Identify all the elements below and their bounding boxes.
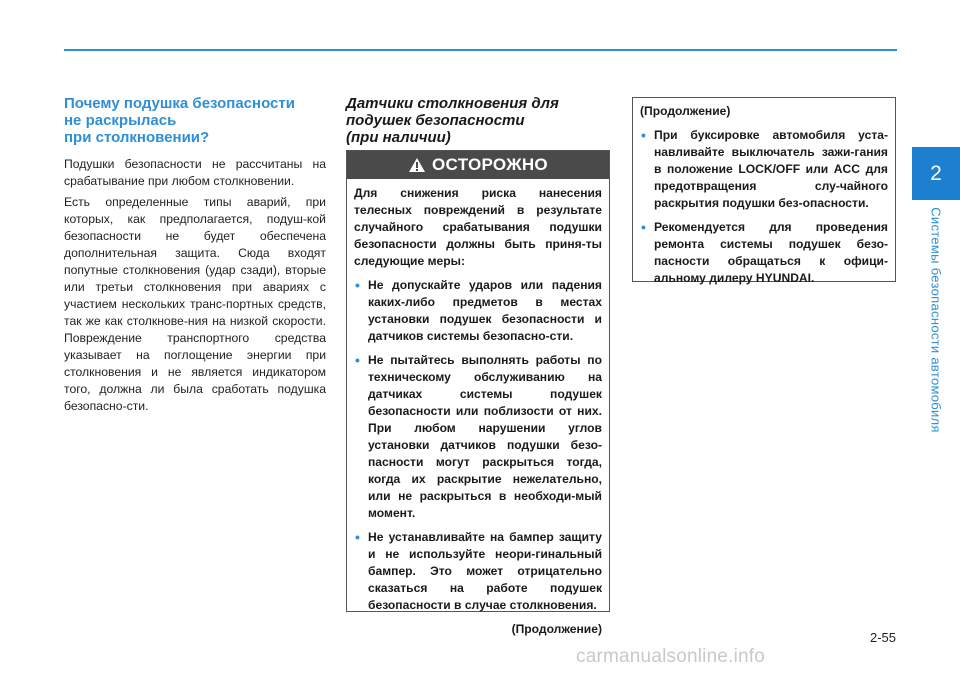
warning-bullet: [354, 277, 602, 345]
continued-label: (Продолжение): [511, 622, 602, 636]
chapter-number: 2: [930, 161, 942, 185]
bullet-dot-icon: •: [355, 352, 360, 368]
section-heading: [64, 95, 326, 146]
paragraph-1: Подушки безопасности не рассчитаны на срабатывание при любом столкновении.: [64, 157, 326, 188]
continued-bullet: [640, 219, 888, 287]
chapter-title: Системы безопасности автомобиля: [928, 207, 944, 433]
warning-bullet: [354, 529, 602, 614]
heading-line-2: не раскрылась: [64, 112, 177, 129]
watermark: carmanualsonline.info: [576, 646, 766, 667]
warning-triangle-icon: [408, 157, 426, 173]
continued-bullet-text: Рекомендуется для проведения ремонта системы подушек безо-пасности обращаться к офици-альному дилеру HYUNDAI.: [654, 220, 888, 285]
warning-bullet-text: Не устанавливайте на бампер защиту и не используйте неори-гинальный бампер. Это может отрицательно сказаться на работе подушек безопасности в случае столкновения.: [368, 530, 602, 612]
continued-heading: (Продолжение): [640, 104, 731, 118]
warning-bullet-text: Не пытайтесь выполнять работы по техническому обслуживанию на датчиках системы подушек безопасности или поблизости от них. При любом нарушении углов установки датчиков подушки безо-пасности могут раскрыться тогда, когда их раскрытие нежелательно, или не раскрыться в необходи-мый момент.: [368, 353, 602, 520]
continued-bullet: [640, 127, 888, 212]
continued-content: [633, 98, 895, 287]
paragraph-2: Есть определенные типы аварий, при которых, как предполагается, подуш-кой безопасности не будет обеспечена дополнительная защита. Сюда входят попутные столкновения (удар сзади), вторые или третьи столкновения при авариях с участием нескольких транс-портных средств, так же как столкнове-ния на низкой скорости. Повреждение транспортного средства указывает на поглощение энергии при столкновения и не является индикатором того, должна ли была сработать подушка безопасно-сти.: [64, 195, 326, 413]
sensor-heading-line-3: (при наличии): [346, 129, 451, 146]
warning-bullet-text: Не допускайте ударов или падения каких-либо предметов в местах установки подушек безопасности и датчиков системы безопасно-сти.: [368, 278, 602, 343]
warning-box: [346, 150, 610, 636]
left-column: [64, 95, 326, 419]
top-rule: [64, 49, 897, 51]
bullet-dot-icon: •: [355, 277, 360, 293]
sensor-heading-line-1: Датчики столкновения для: [346, 95, 559, 112]
warning-title: ОСТОРОЖНО: [432, 155, 548, 174]
bullet-dot-icon: •: [355, 529, 360, 545]
sensor-heading: [346, 95, 612, 146]
warning-bullet: [354, 352, 602, 522]
warning-intro: Для снижения риска нанесения телесных повреждений в результате случайного срабатывания подушки безопасности должны быть приня-ты следующие меры:: [354, 186, 602, 268]
warning-content: [347, 179, 609, 638]
warning-header: [347, 151, 609, 179]
bullet-dot-icon: •: [641, 219, 646, 235]
heading-line-1: Почему подушка безопасности: [64, 95, 295, 112]
continued-bullet-text: При буксировке автомобиля уста-навливайте выключатель зажи-гания в положение LOCK/OFF или ACC для предотвращения слу-чайного раскрытия подушки без-опасности.: [654, 128, 888, 210]
page-number: 2-55: [869, 630, 896, 645]
heading-line-3: при столкновении?: [64, 129, 210, 146]
continued-box: [632, 97, 896, 285]
sensor-heading-line-2: подушек безопасности: [346, 112, 525, 129]
bullet-dot-icon: •: [641, 127, 646, 143]
chapter-tab[interactable]: [912, 147, 960, 200]
middle-column-heading: [346, 95, 612, 146]
